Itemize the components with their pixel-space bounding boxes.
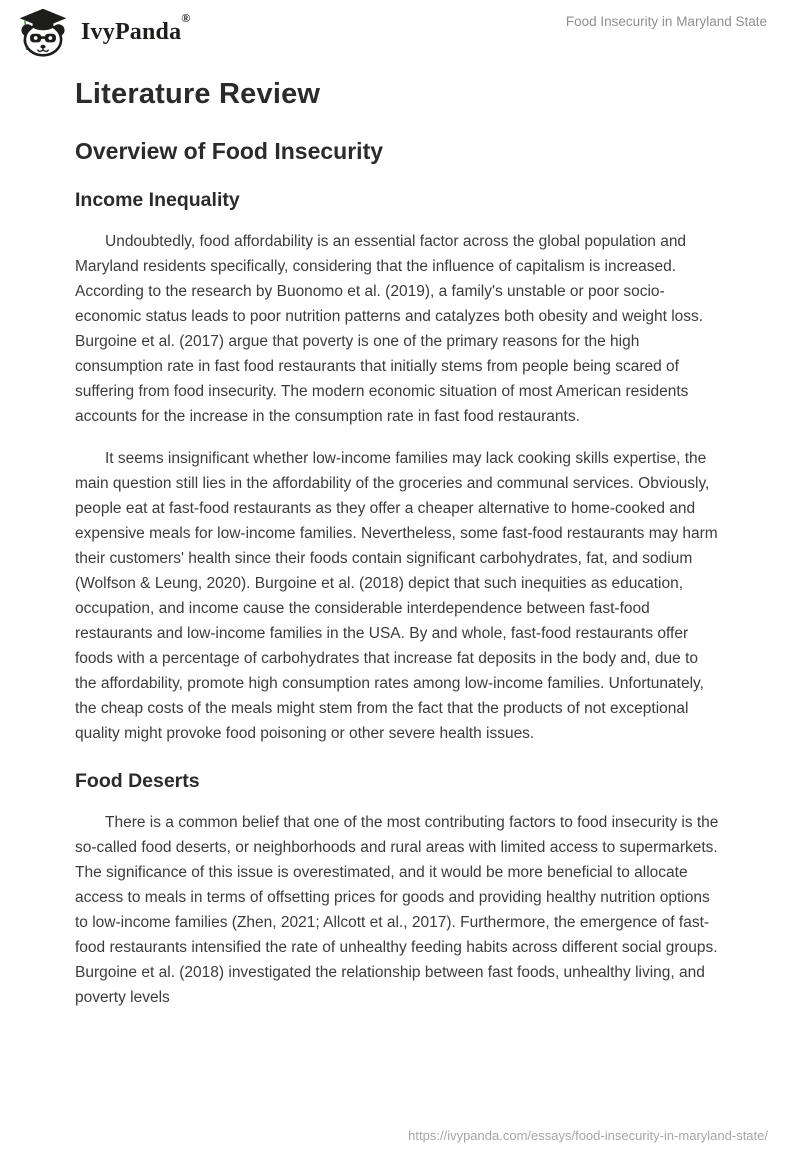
overview-section-heading: Overview of Food Insecurity <box>75 138 384 164</box>
logo-wordmark-text: IvyPanda <box>81 18 182 45</box>
income-paragraph-1: Undoubtedly, food affordability is an essential factor across the global population and Maryland residents specifically, considering that the influence of capitalism is increased. According to the research by Buonomo et al. (2019), a family's unstable or poor socio-economic status leads to poor nutrition patterns and catalyzes both obesity and weight loss. Burgoine et al. (2017) argue that poverty is one of the primary reasons for the high consumption rate in fast food restaurants that initially stems from people being scared of suffering from food insecurity. The modern economic situation of most American residents accounts for the increase in the consumption rate in fast food restaurants. <box>75 233 704 425</box>
source-url[interactable]: https://ivypanda.com/essays/food-insecurity-in-maryland-state/ <box>408 1128 768 1143</box>
food-deserts-heading: Food Deserts <box>75 770 200 792</box>
registered-trademark-symbol: ® <box>181 10 191 25</box>
ivypanda-logo[interactable] <box>14 7 190 57</box>
document-title-header: Food Insecurity in Maryland State <box>565 14 767 29</box>
article-content <box>0 78 800 1010</box>
page-footer <box>408 1128 768 1143</box>
page-header <box>0 0 800 58</box>
income-inequality-heading: Income Inequality <box>75 189 240 211</box>
food-deserts-paragraph: There is a common belief that one of the most contributing factors to food insecurity is the so-called food deserts, or neighborhoods and rural areas with limited access to supermarkets. The significance of this issue is overestimated, and it would be more beneficial to allocate access to meals in terms of offsetting prices for goods and providing healthy nutrition options to low-income families (Zhen, 2021; Allcott et al., 2017). Furthermore, the emergence of fast-food restaurants intensified the rate of unhealthy feeding habits across different social groups. Burgoine et al. (2018) investigated the relationship between fast foods, unhealthy living, and poverty levels <box>75 814 719 1006</box>
page-title: Literature Review <box>75 78 321 110</box>
income-paragraph-2: It seems insignificant whether low-income families may lack cooking skills expertise, the main question still lies in the affordability of the groceries and communal services. Obviously, people eat at fast-food restaurants as they offer a cheaper alternative to home-cooked and expensive meals for low-income families. Nevertheless, some fast-food restaurants may harm their customers' health since their foods contain significant carbohydrates, fat, and sodium (Wolfson & Leung, 2020). Burgoine et al. (2018) depict that such inequities as education, occupation, and income cause the considerable interdependence between fast-food restaurants and low-income families in the USA. By and whole, fast-food restaurants offer foods with a percentage of carbohydrates that increase fat deposits in the body and, due to the affordability, promote high consumption rates among low-income families. Unfortunately, the cheap costs of the meals might stem from the fact that the products of not exceptional quality might provoke food poisoning or other severe health issues. <box>75 450 718 742</box>
panda-graduation-cap-icon <box>14 7 72 57</box>
logo-wordmark <box>81 10 191 46</box>
